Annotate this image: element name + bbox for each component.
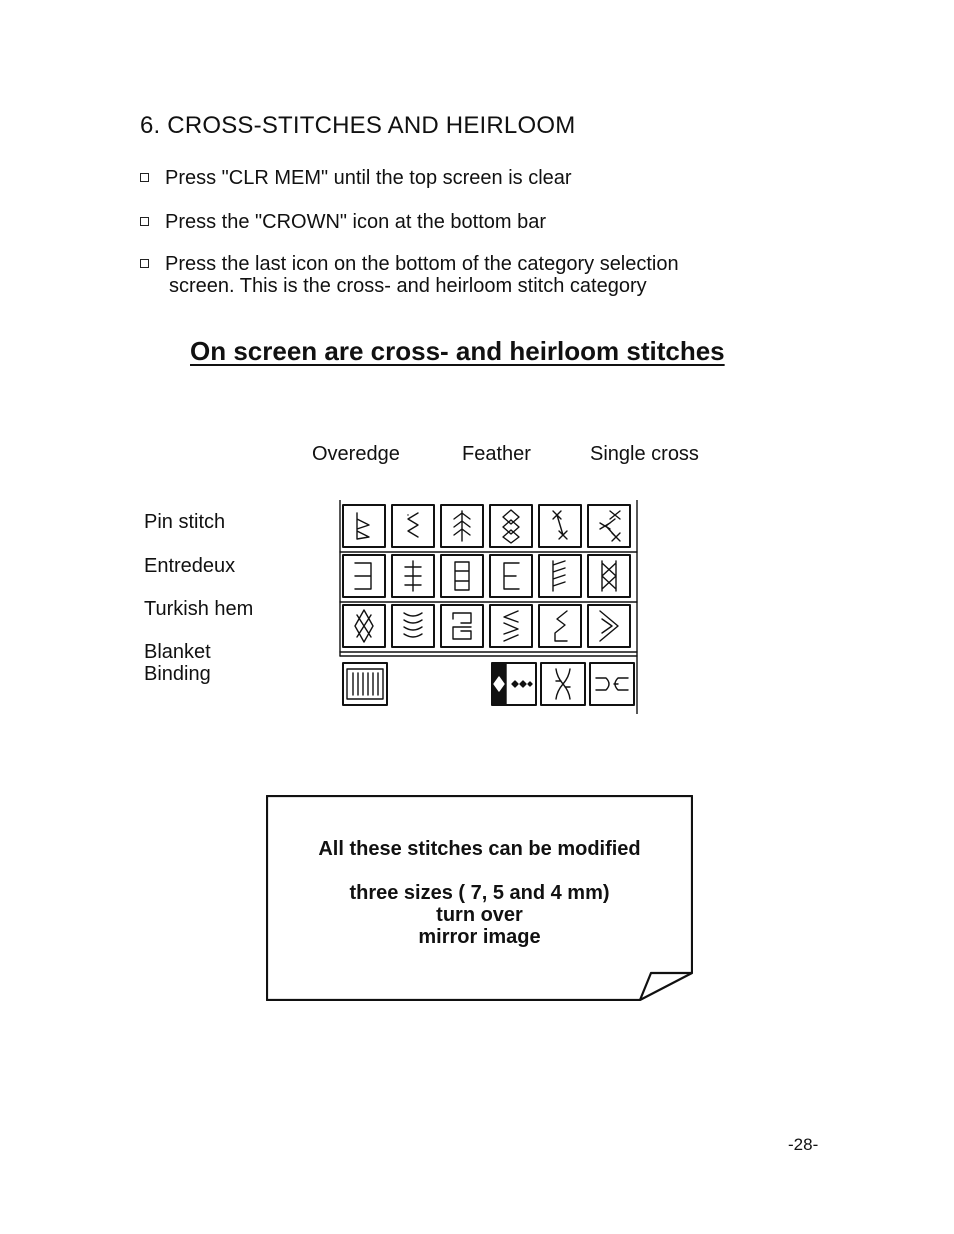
entredeux-icon[interactable] xyxy=(343,555,385,597)
column-label-single-cross: Single cross xyxy=(590,443,699,465)
bullet-square-icon xyxy=(140,259,149,268)
row-label-pin-stitch: Pin stitch xyxy=(144,511,226,533)
note-line-turn-over: turn over xyxy=(436,904,523,926)
wheat-icon[interactable] xyxy=(490,605,532,647)
comb-icon[interactable] xyxy=(490,555,532,597)
feather-icon[interactable] xyxy=(441,505,483,547)
note-line-modified: All these stitches can be modified xyxy=(318,838,641,860)
row-label-binding: Binding xyxy=(144,663,211,685)
wave-stack-icon[interactable] xyxy=(392,605,434,647)
blanket-feather-icon[interactable] xyxy=(539,555,581,597)
diamond-chain-icon[interactable] xyxy=(490,505,532,547)
bullet-item-last-icon: Press the last icon on the bottom of the category selection screen. This is the cross- and heirloom stitch category xyxy=(140,253,679,297)
bullet-item-crown: Press the "CROWN" icon at the bottom bar xyxy=(140,211,546,233)
pin-stitch-icon[interactable] xyxy=(343,505,385,547)
scallop-icon[interactable] xyxy=(539,605,581,647)
stitches-subtitle: On screen are cross- and heirloom stitches xyxy=(190,336,725,366)
cross-bar-icon[interactable] xyxy=(392,555,434,597)
section-title: 6. CROSS-STITCHES AND HEIRLOOM xyxy=(140,112,576,139)
note-line-mirror-image: mirror image xyxy=(418,926,541,948)
diamond-x-icon[interactable] xyxy=(343,605,385,647)
category-bar-icon[interactable] xyxy=(343,663,387,705)
stitch-selection-screen xyxy=(339,500,639,714)
bullet-square-icon xyxy=(140,217,149,226)
turkish-cross-icon[interactable] xyxy=(588,555,630,597)
row-label-turkish-hem: Turkish hem xyxy=(144,598,254,620)
arrow-hem-icon[interactable] xyxy=(588,605,630,647)
bullet-square-icon xyxy=(140,173,149,182)
note-line-sizes: three sizes ( 7, 5 and 4 mm) xyxy=(349,882,610,904)
bow-icon[interactable] xyxy=(590,663,634,705)
column-label-overedge: Overedge xyxy=(312,443,400,465)
row-label-entredeux: Entredeux xyxy=(144,555,236,577)
greek-key-icon[interactable] xyxy=(441,605,483,647)
ladder-icon[interactable] xyxy=(441,555,483,597)
bullet-item-clr-mem: Press "CLR MEM" until the top screen is clear xyxy=(140,167,572,189)
selected-category-icon[interactable] xyxy=(492,663,536,705)
column-label-feather: Feather xyxy=(462,443,531,465)
row-label-blanket: Blanket xyxy=(144,641,211,663)
note-content xyxy=(266,795,693,1001)
zigzag-icon[interactable] xyxy=(392,505,434,547)
single-cross-icon[interactable] xyxy=(588,505,630,547)
hourglass-icon[interactable] xyxy=(541,663,585,705)
cross-stitch-icon[interactable] xyxy=(539,505,581,547)
page-number: -28- xyxy=(788,1135,819,1154)
